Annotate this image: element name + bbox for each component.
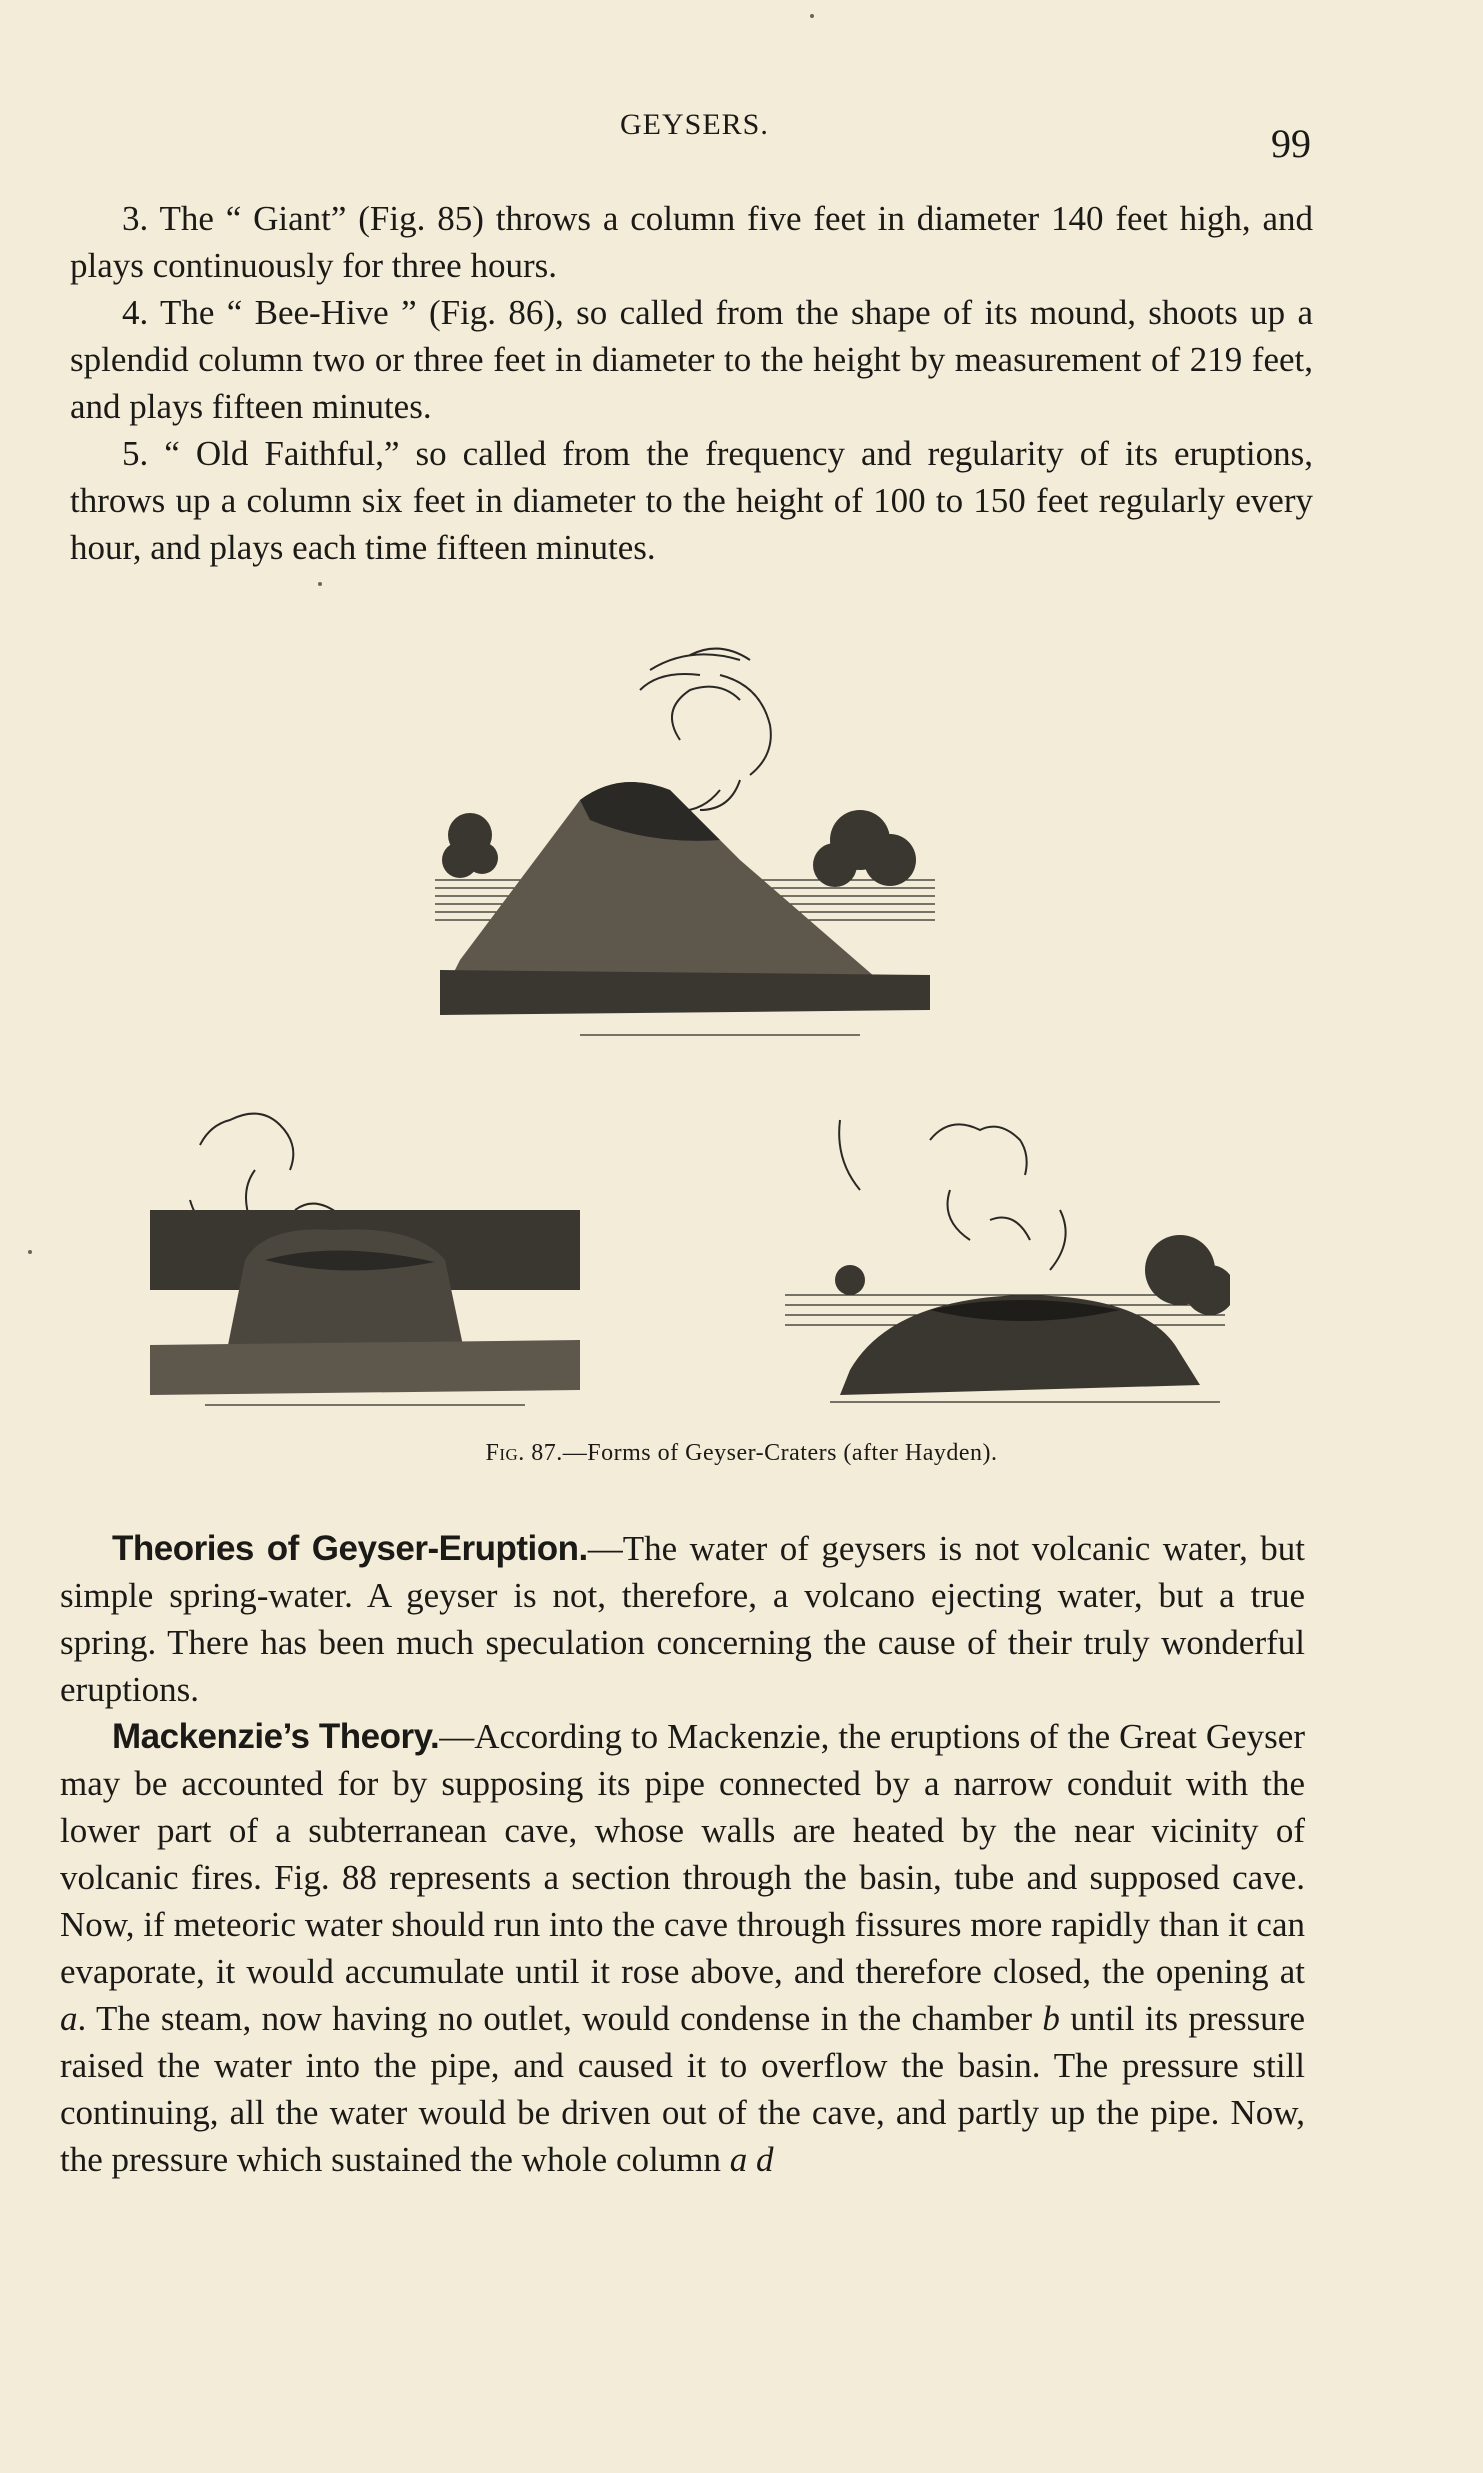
page-number: 99 bbox=[1271, 121, 1311, 166]
mackenzie-theory-paragraph bbox=[60, 1713, 1305, 2183]
section-heading-mackenzie-theory: Mackenzie’s Theory. bbox=[112, 1717, 440, 1756]
figure-caption-text: —Forms of Geyser-Craters (after Hayden). bbox=[562, 1440, 998, 1466]
list-item-old-faithful: 5. “ Old Faithful,” so called from the frequency and regularity of its eruptions, throws up a column six feet in diameter to the height of 100 to 150 feet regularly every hour, and plays each time fifteen minutes. bbox=[70, 434, 1313, 567]
running-head: GEYSERS. bbox=[620, 108, 769, 141]
variable-ad: a d bbox=[729, 2140, 774, 2179]
geyser-list bbox=[70, 195, 1313, 571]
page-header bbox=[0, 108, 1483, 168]
figure-label: Fig. 87. bbox=[485, 1440, 563, 1466]
theory-sections bbox=[60, 1525, 1305, 2183]
geyser-eruption-body: —The water of geysers is not volcanic water, but simple spring-water. A geyser is not, therefore, a volcano ejecting water, but a true spring. There has been much speculation concerning the cause of their truly wonderful eruptions. bbox=[60, 1529, 1305, 1709]
crater-shield-drawing bbox=[780, 1110, 1230, 1420]
paper-speck bbox=[28, 1250, 32, 1254]
mackenzie-body-part-3: until its pressure raised the water into the pipe, and caused it to overflow the basin. The pressure still continuing, all the water would be driven out of the cave, and partly up the pipe. Now, the pressure which sustained the whole column bbox=[60, 1999, 1305, 2179]
paper-speck bbox=[318, 582, 322, 586]
mackenzie-body-part-2: . The steam, now having no outlet, would condense in the chamber bbox=[77, 1999, 1043, 2038]
list-item-giant: 3. The “ Giant” (Fig. 85) throws a column five feet in diameter 140 feet high, and plays continuously for three hours. bbox=[70, 199, 1313, 285]
crater-illustration-right bbox=[780, 1110, 1230, 1420]
paper-speck bbox=[810, 14, 814, 18]
crater-illustration-left bbox=[145, 1090, 585, 1420]
crater-mound-drawing bbox=[145, 1090, 585, 1420]
variable-b: b bbox=[1042, 1999, 1060, 2038]
figure-caption bbox=[0, 1440, 1483, 1467]
mackenzie-body-part-1: —According to Mackenzie, the eruptions of the Great Geyser may be accounted for by supposing its pipe connected by a narrow conduit with the lower part of a subterranean cave, whose walls are heated by the near vicinity of volcanic fires. Fig. 88 represents a section through the basin, tube and supposed cave. Now, if meteoric water should run into the cave through fissures more rapidly than it can evaporate, it would accumulate until it rose above, and therefore closed, the opening at bbox=[60, 1717, 1305, 1991]
geyser-eruption-paragraph bbox=[60, 1525, 1305, 1713]
list-item-bee-hive: 4. The “ Bee-Hive ” (Fig. 86), so called from the shape of its mound, shoots up a splendid column two or three feet in diameter to the height by measurement of 219 feet, and plays fifteen minutes. bbox=[70, 293, 1313, 426]
crater-cone-drawing bbox=[420, 630, 950, 1050]
variable-a: a bbox=[60, 1999, 78, 2038]
crater-illustration-top bbox=[420, 630, 950, 1050]
section-heading-geyser-eruption: Theories of Geyser-Eruption. bbox=[112, 1529, 588, 1568]
